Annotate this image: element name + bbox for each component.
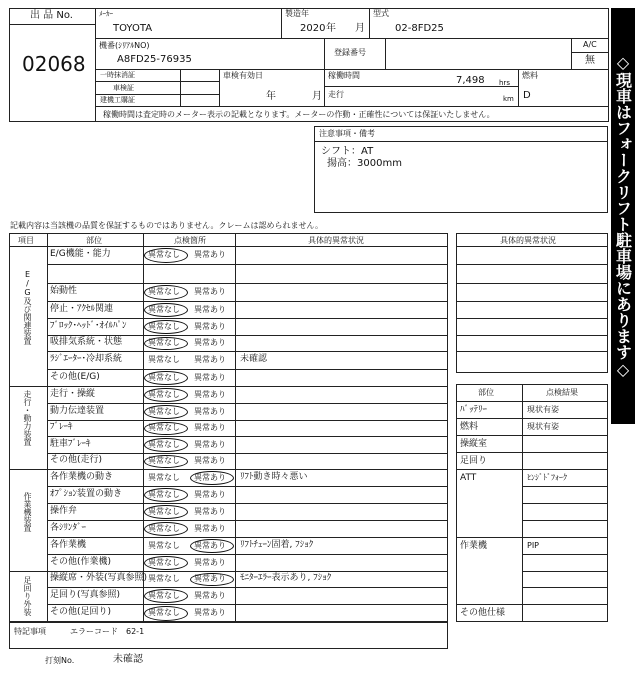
- row-part: 操縦席・外装(写真参照): [50, 573, 148, 583]
- normal-option: 異常なし: [148, 287, 180, 296]
- right-row-result: ﾋﾝｼﾞﾄﾞﾌｫｰｸ: [527, 473, 567, 482]
- vehicle-cert-label: 車検証: [113, 84, 134, 92]
- normal-option: 異常なし: [148, 389, 180, 399]
- serial-value: A8FD25-76935: [117, 54, 192, 65]
- right-row-result: PIP: [527, 541, 540, 550]
- abnormal-option: 異常あり: [194, 608, 226, 617]
- right-detail-table: [456, 233, 608, 373]
- circle-mark: [144, 438, 188, 452]
- abnormal-option: 異常あり: [194, 472, 226, 482]
- row-part: 各ｼﾘﾝﾀﾞｰ: [50, 522, 87, 533]
- circle-mark: [190, 573, 234, 586]
- inspection-label: 車検有効日: [223, 71, 263, 80]
- abnormal-option: 異常あり: [194, 304, 226, 314]
- right-row-part: ﾊﾞｯﾃﾘｰ: [460, 405, 488, 415]
- row-part: ﾌﾞﾚｰｷ: [50, 422, 73, 432]
- abnormal-option: 異常あり: [194, 321, 226, 331]
- abnormal-option: 異常あり: [194, 250, 226, 259]
- side-banner: ◇現車はフォークリフト駐車場にあります◇: [611, 8, 635, 424]
- abnormal-option: 異常あり: [194, 372, 226, 382]
- row-part: 操作弁: [50, 505, 78, 516]
- abnormal-option: 異常あり: [194, 557, 226, 567]
- right-row-result: 現状有姿: [527, 422, 559, 431]
- col-part-header: 部位: [86, 236, 102, 245]
- right-row-part: 操縦室: [460, 439, 488, 449]
- circle-mark: [144, 522, 188, 536]
- normal-option: 異常なし: [148, 321, 180, 331]
- circle-mark: [144, 488, 188, 502]
- normal-option: 異常なし: [148, 506, 180, 516]
- item-number-label: 出 品 No.: [30, 10, 73, 21]
- col-check-header: 点検箇所: [174, 236, 206, 245]
- row-detail: ﾘﾌﾄ動き時々悪い: [240, 471, 308, 482]
- abnormal-option: 異常あり: [194, 523, 226, 533]
- month-unit: 月: [355, 23, 365, 34]
- row-part: その他(作業機): [50, 556, 112, 567]
- row-part: 始動性: [50, 286, 78, 296]
- stamp-label: 打刻No.: [45, 656, 75, 665]
- abnormal-option: 異常あり: [194, 489, 226, 499]
- abnormal-option: 異常あり: [194, 355, 226, 364]
- circle-mark: [144, 337, 188, 350]
- inspection-year-unit: 年: [266, 91, 276, 102]
- circle-mark: [144, 606, 188, 621]
- circle-mark: [144, 589, 188, 603]
- year-label: 製造年: [285, 9, 309, 18]
- serial-label: 機番(ｼﾘｱﾙNO): [99, 41, 150, 50]
- normal-option: 異常なし: [148, 406, 180, 416]
- row-part: 吸排気系統・状態: [50, 337, 123, 347]
- row-detail: 未確認: [240, 354, 268, 364]
- work-cert-label: 建機工購証: [100, 96, 135, 104]
- normal-option: 異常なし: [148, 574, 180, 583]
- row-part: 動力伝達装置: [50, 405, 105, 416]
- hours-value: 7,498: [456, 75, 485, 86]
- circle-mark: [144, 371, 188, 385]
- col-detail-header: 具体的異常状況: [308, 236, 364, 245]
- row-part: その他(足回り): [50, 607, 112, 617]
- hours-disclaimer: 稼働時間は査定時のメーター表示の記載となります。メーターの作動・正確性については保証いたしません。: [103, 110, 495, 119]
- right-row-part: 燃料: [460, 422, 479, 432]
- section-label-drive: 走行・動力装置: [23, 390, 32, 446]
- normal-option: 異常なし: [148, 472, 180, 482]
- special-notes-value: エラーコード 62-1: [70, 627, 145, 636]
- normal-option: 異常なし: [148, 304, 180, 314]
- row-part: ﾗｼﾞｴｰﾀｰ･冷却系統: [50, 354, 123, 364]
- remarks-line2: 揚高：3000mm: [327, 158, 402, 169]
- remarks-label: 注意事項・備考: [319, 129, 375, 138]
- mileage-label: 走行: [328, 90, 344, 99]
- circle-mark: [144, 388, 188, 402]
- section-label-foot: 足回り外装: [23, 576, 32, 616]
- circle-mark: [144, 422, 188, 435]
- right-row-part: その他仕様: [460, 608, 506, 618]
- right-row-part: ATT: [460, 473, 477, 483]
- normal-option: 異常なし: [148, 423, 180, 432]
- normal-option: 異常なし: [148, 456, 180, 465]
- row-part: その他(走行): [50, 455, 103, 465]
- normal-option: 異常なし: [148, 540, 180, 550]
- circle-mark: [144, 505, 188, 519]
- abnormal-option: 異常あり: [194, 338, 226, 347]
- row-part: 足回り(写真参照): [50, 589, 121, 600]
- circle-mark: [190, 539, 234, 553]
- circle-mark: [144, 405, 188, 419]
- row-part: 走行・操縦: [50, 388, 96, 399]
- normal-option: 異常なし: [148, 250, 180, 259]
- model-value: 02-8FD25: [395, 23, 444, 34]
- inspection-month-unit: 月: [312, 91, 322, 102]
- abnormal-option: 異常あり: [194, 540, 226, 550]
- abnormal-option: 異常あり: [194, 506, 226, 516]
- row-part: ﾌﾞﾛｯｸ･ﾍｯﾄﾞ･ｵｲﾙﾊﾟﾝ: [50, 320, 127, 331]
- row-part: その他(E/G): [50, 371, 100, 382]
- ac-value: 無: [585, 55, 595, 66]
- ac-label: A/C: [583, 40, 597, 49]
- right-part-header: 部位: [478, 388, 494, 397]
- normal-option: 異常なし: [148, 590, 180, 600]
- maker-label: ﾒｰｶｰ: [99, 10, 113, 18]
- maker-value: TOYOTA: [113, 23, 153, 34]
- right-detail-header: 具体的異常状況: [500, 236, 556, 245]
- hours-label: 稼働時間: [328, 71, 360, 80]
- circle-mark: [144, 455, 188, 468]
- section-label-work: 作業機装置: [23, 492, 32, 532]
- row-part: 各作業機の動き: [50, 471, 114, 482]
- abnormal-option: 異常あり: [194, 456, 226, 465]
- normal-option: 異常なし: [148, 355, 180, 364]
- normal-option: 異常なし: [148, 439, 180, 449]
- circle-mark: [144, 320, 188, 334]
- remarks-box: [314, 126, 608, 213]
- row-part: ｵﾌﾟｼｮﾝ装置の動き: [50, 488, 123, 499]
- abnormal-option: 異常あり: [194, 389, 226, 399]
- model-label: 型式: [373, 9, 389, 18]
- circle-mark: [144, 248, 188, 263]
- row-part: E/G機能・能力: [50, 249, 111, 259]
- abnormal-option: 異常あり: [194, 287, 226, 296]
- year-unit: 年: [326, 23, 336, 34]
- abnormal-option: 異常あり: [194, 423, 226, 432]
- normal-option: 異常なし: [148, 489, 180, 499]
- registration-label: 登録番号: [334, 48, 366, 57]
- row-part: 各作業機: [50, 539, 87, 550]
- normal-option: 異常なし: [148, 557, 180, 567]
- row-part: 駐車ﾌﾞﾚｰｷ: [50, 438, 91, 449]
- abnormal-option: 異常あり: [194, 439, 226, 449]
- mileage-unit: km: [503, 95, 514, 103]
- circle-mark: [190, 471, 234, 485]
- stamp-value: 未確認: [113, 654, 143, 665]
- row-part: 停止・ｱｸｾﾙ関連: [50, 303, 114, 314]
- abnormal-option: 異常あり: [194, 406, 226, 416]
- row-detail: ﾓﾆﾀｰｴﾗｰ表示あり, ﾌｼｮｸ: [240, 573, 332, 583]
- right-result-header: 点検結果: [546, 388, 578, 397]
- row-detail: ﾘﾌﾄﾁｪｰﾝ固着, ﾌｼｮｸ: [240, 539, 314, 550]
- remarks-line1: シフト：AT: [321, 146, 374, 157]
- fuel-label: 燃料: [522, 71, 538, 80]
- quality-disclaimer: 記載内容は当該機の品質を保証するものではありません。クレームは認められません。: [10, 221, 323, 230]
- circle-mark: [144, 556, 188, 570]
- circle-mark: [144, 303, 188, 317]
- right-row-part: 作業機: [460, 541, 488, 551]
- normal-option: 異常なし: [148, 338, 180, 347]
- normal-option: 異常なし: [148, 372, 180, 382]
- abnormal-option: 異常あり: [194, 590, 226, 600]
- col-item-header: 項目: [18, 236, 34, 245]
- abnormal-option: 異常あり: [194, 574, 226, 583]
- right-row-result: 現状有姿: [527, 405, 559, 414]
- hours-unit: hrs: [499, 79, 510, 87]
- temp-cancel-label: 一時抹消証: [100, 71, 135, 79]
- item-number: 02068: [22, 52, 86, 76]
- year-value: 2020: [300, 23, 326, 34]
- normal-option: 異常なし: [148, 523, 180, 533]
- header-info-box: [95, 8, 609, 122]
- special-notes-label: 特記事項: [14, 627, 46, 636]
- right-row-part: 足回り: [460, 456, 488, 466]
- section-label-engine: E/G及び関連装置: [23, 270, 32, 345]
- normal-option: 異常なし: [148, 608, 180, 617]
- fuel-value: D: [523, 90, 531, 101]
- circle-mark: [144, 285, 188, 300]
